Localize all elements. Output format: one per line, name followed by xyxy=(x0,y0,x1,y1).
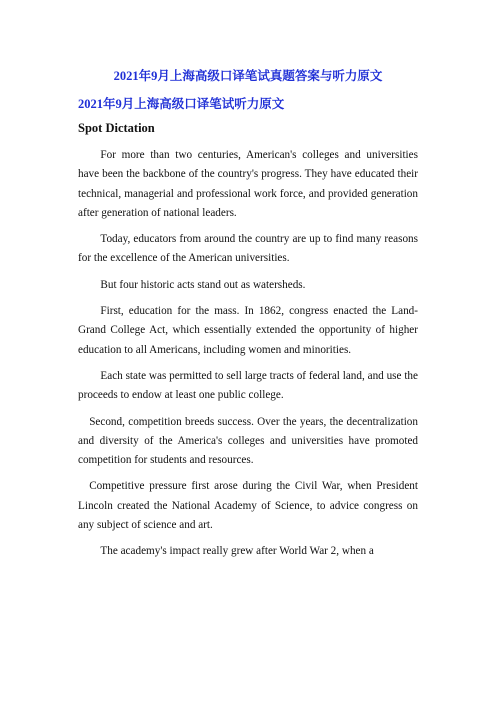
paragraph: The academy's impact really grew after World War 2, when a xyxy=(100,545,374,558)
paragraph: But four historic acts stand out as watersheds. xyxy=(100,278,306,291)
paragraph: Each state was permitted to sell large tracts of federal land, and use the proceeds to endow at least one public college. xyxy=(78,369,418,402)
document-title: 2021年9月上海高级口译笔试真题答案与听力原文 xyxy=(113,69,383,83)
body-text xyxy=(78,146,418,569)
paragraph: Competitive pressure first arose during the Civil War, when President Lincoln created the National Academy of Science, to advice congress on any subject of science and art. xyxy=(78,480,418,532)
paragraph: For more than two centuries, American's colleges and universities have been the backbone of the country's progress. They have educated their technical, managerial and professional work force, and provided generation after generation of national leaders. xyxy=(78,149,418,219)
section-heading: Spot Dictation xyxy=(78,121,155,135)
document-subtitle: 2021年9月上海高级口译笔试听力原文 xyxy=(78,97,285,111)
paragraph: First, education for the mass. In 1862, congress enacted the Land-Grand College Act, which essentially extended the opportunity of higher education to all Americans, including women and minorities. xyxy=(78,305,418,356)
paragraph: Second, competition breeds success. Over the years, the decentralization and diversity of the America's colleges and universities have promoted competition for students and resources. xyxy=(78,415,418,467)
paragraph: Today, educators from around the country are up to find many reasons for the excellence of the American universities. xyxy=(78,233,418,265)
